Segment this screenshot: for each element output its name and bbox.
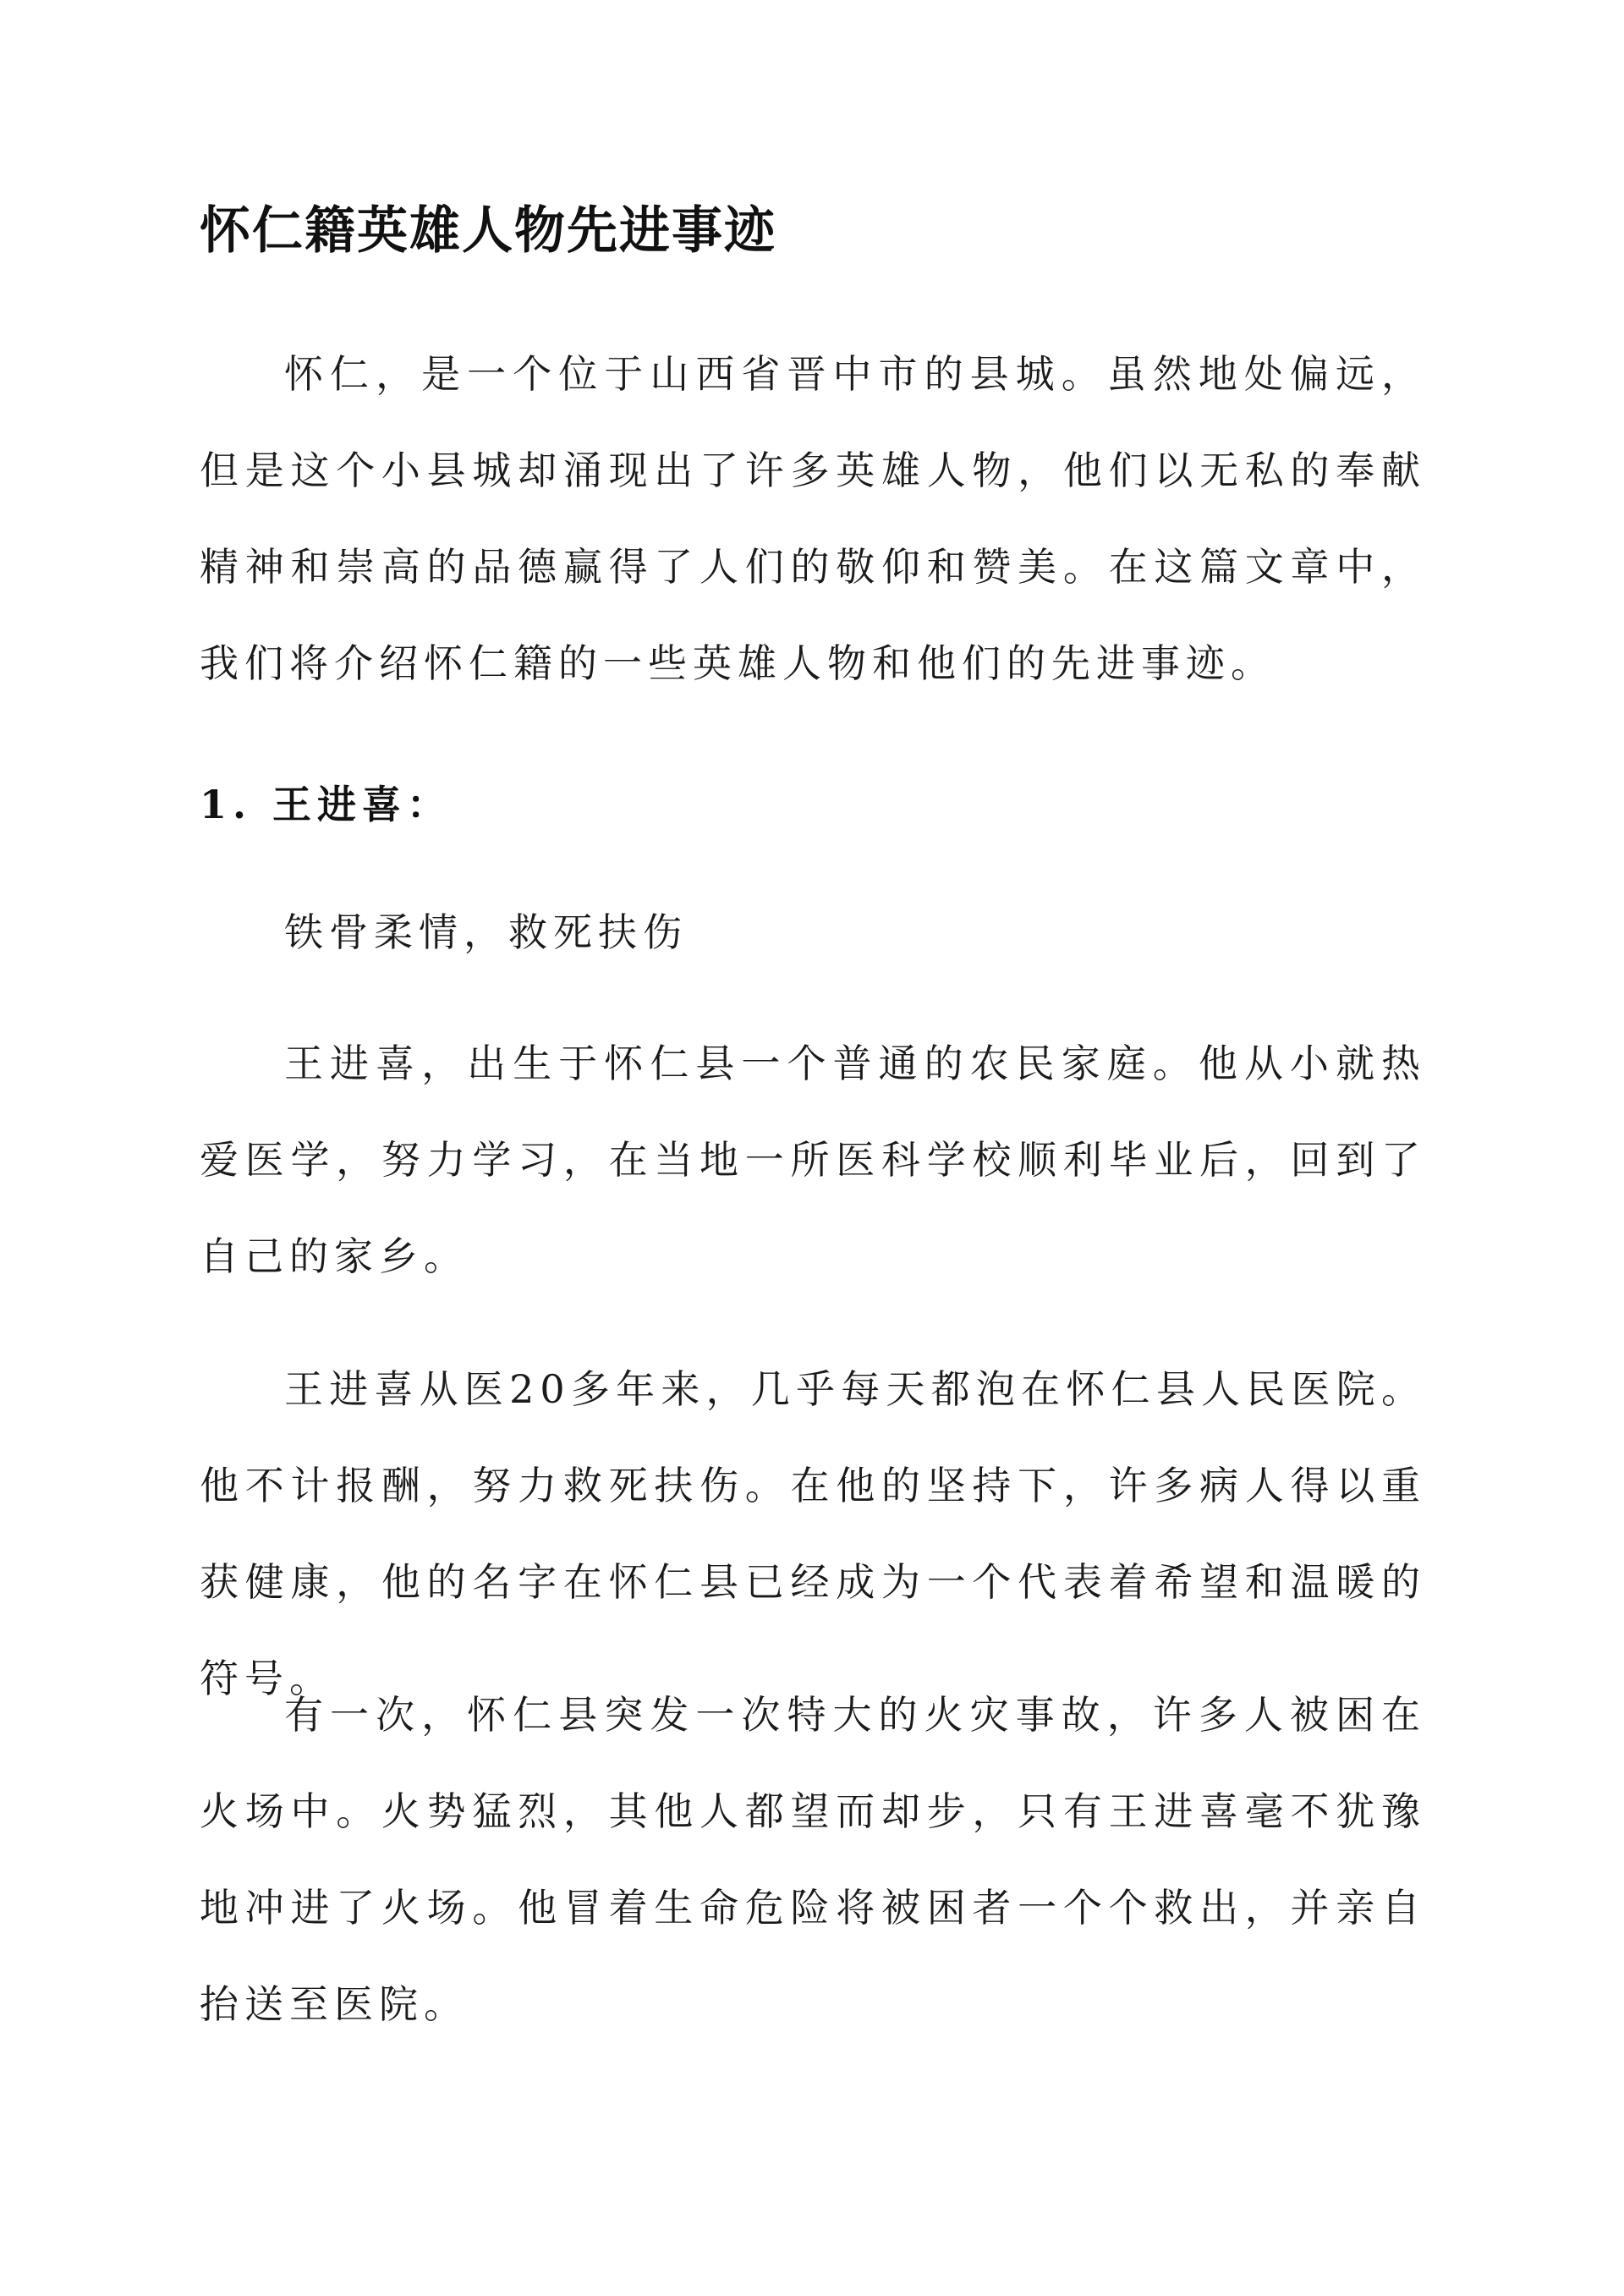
body-paragraph: 王进喜从医20多年来，几乎每天都泡在怀仁县人民医院。他不计报酬，努力救死扶伤。在他的坚持下，许多病人得以重获健康，他的名字在怀仁县已经成为一个代表着希望和温暖的符号。 [200,1366,1426,1701]
section-heading [200,766,452,843]
body-paragraph: 王进喜，出生于怀仁县一个普通的农民家庭。他从小就热爱医学，努力学习，在当地一所医科学校顺利毕业后，回到了自己的家乡。 [200,1041,1426,1279]
section-name: 王进喜： [272,782,452,827]
intro-paragraph: 怀仁，是一个位于山西省晋中市的县城。虽然地处偏远，但是这个小县城却涌现出了许多英雄人物，他们以无私的奉献精神和崇高的品德赢得了人们的敬仰和赞美。在这篇文章中，我们将介绍怀仁籍的一些英雄人物和他们的先进事迹。 [200,351,1426,686]
section-subtitle: 铁骨柔情，救死扶伤 [284,909,688,955]
body-paragraph: 有一次，怀仁县突发一次特大的火灾事故，许多人被困在火场中。火势猛烈，其他人都望而却步，只有王进喜毫不犹豫地冲进了火场。他冒着生命危险将被困者一个个救出，并亲自抬送至医院。 [200,1692,1426,2027]
document-title: 怀仁籍英雄人物先进事迹 [200,201,776,261]
section-number: 1. [200,782,253,827]
